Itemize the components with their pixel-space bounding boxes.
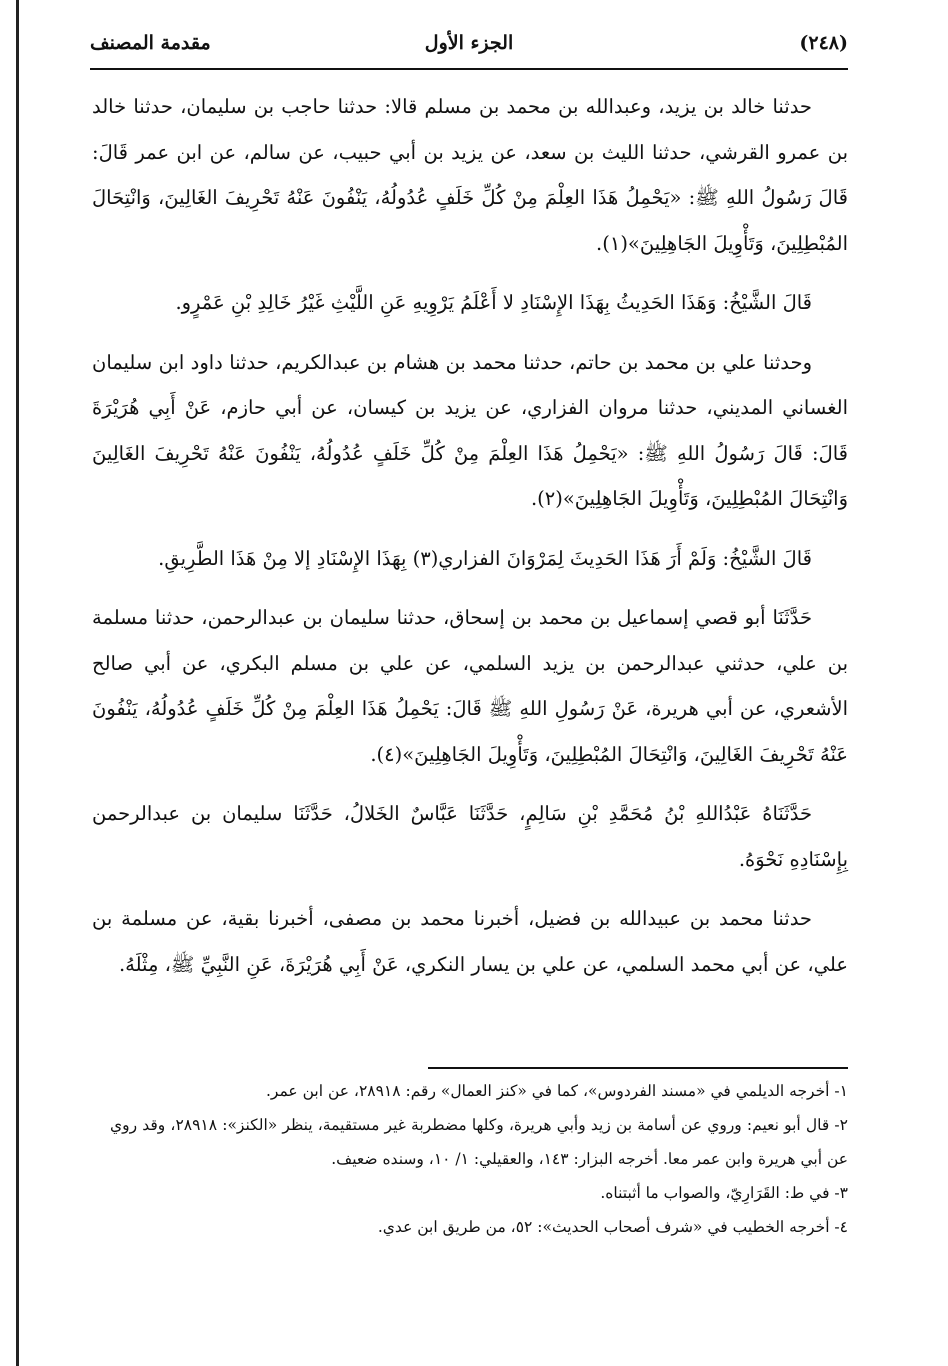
section-title: مقدمة المصنف	[90, 32, 211, 54]
paragraph: حَدَّثَنَا أبو قصي إسماعيل بن محمد بن إسحاق، حدثنا سليمان بن عبدالرحمن، حدثنا مسلمة بن علي، حدثني عبدالرحمن بن يزيد السلمي، عن علي بن مسلم البكري، عن أبي صالح الأشعري، عن أبي هريرة، عَنْ رَسُولِ اللهِ ﷺ قَالَ: يَحْمِلُ هَذَا العِلْمَ مِنْ كُلِّ خَلَفٍ عُدُولُهُ، يَنْفُونَ عَنْهُ تَحْرِيفَ الغَالِينَ، وَانْتِحَالَ المُبْطِلِينَ، وَتَأْوِيلَ الجَاهِلِينَ»(٤).	[92, 606, 848, 766]
paragraph: حدثنا خالد بن يزيد، وعبدالله بن محمد بن مسلم قالا: حدثنا حاجب بن سليمان، حدثنا خالد بن عمرو القرشي، حدثنا الليث بن سعد، عن يزيد بن أبي حبيب، عن سالم، عن ابن عمر قَالَ: قَالَ رَسُولُ اللهِ ﷺ: «يَحْمِلُ هَذَا العِلْمَ مِنْ كُلِّ خَلَفٍ عُدُولُهُ، يَنْفُونَ عَنْهُ تَحْرِيفَ الغَالِينَ، وَانْتِحَالَ المُبْطِلِينَ، وَتَأْوِيلَ الجَاهِلِينَ»(١).	[92, 95, 848, 255]
page-number: (٢٤٨)	[799, 32, 848, 54]
footnote: ٢- قال أبو نعيم: وروي عن أسامة بن زيد وأبي هريرة، وكلها مضطربة غير مستقيمة، ينظر «الكنز»: ٢٨٩١٨، وقد روي عن أبي هريرة وابن عمر معا. أخرجه البزار: ١٤٣، والعقيلي: ١/ ١٠، وسنده ضعيف.	[110, 1116, 848, 1168]
paragraph: حدثنا محمد بن عبيدالله بن فضيل، أخبرنا محمد بن مصفى، أخبرنا بقية، عن مسلمة بن علي، عن أبي محمد السلمي، عن علي بن يسار النكري، عَنْ أَبِي هُرَيْرَةَ، عَنِ النَّبِيِّ ﷺ، مِثْلَهُ.	[92, 907, 848, 976]
footnotes	[110, 1074, 848, 1244]
main-text	[92, 84, 848, 1001]
paragraph: قَالَ الشَّيْخُ: وَهَذَا الحَدِيثُ بِهَذَا الإِسْنَادِ لا أَعْلَمُ يَرْوِيهِ عَنِ اللَّيْثِ غَيْرُ خَالِدِ بْنِ عَمْرٍو.	[175, 291, 812, 314]
paragraph: قَالَ الشَّيْخُ: وَلَمْ أَرَ هَذَا الحَدِيثَ لِمَرْوَانَ الفزاري(٣) بِهَذَا الإِسْنَادِ إلا مِنْ هَذَا الطَّرِيقِ.	[158, 546, 812, 570]
paragraph: وحدثنا علي بن محمد بن حاتم، حدثنا محمد بن هشام بن عبدالكريم، حدثنا داود ابن سليمان الغساني المديني، حدثنا مروان الفزاري، عن يزيد بن كيسان، عن أبي حازم، عَنْ أَبِي هُرَيْرَةَ قَالَ: قَالَ رَسُولُ اللهِ ﷺ: «يَحْمِلُ هَذَا العِلْمَ مِنْ كُلِّ خَلَفٍ عُدُولُهُ، يَنْفُونَ عَنْهُ تَحْرِيفَ الغَالِينَ وَانْتِحَالَ المُبْطِلِينَ، وَتَأْوِيلَ الجَاهِلِينَ»(٢).	[92, 350, 848, 510]
footnote-divider	[428, 1067, 848, 1069]
footnote: ١- أخرجه الديلمي في «مسند الفردوس»، كما في «كنز العمال» رقم: ٢٨٩١٨، عن ابن عمر.	[265, 1082, 848, 1100]
binding-edge-line	[16, 0, 19, 1366]
header-divider	[90, 68, 848, 70]
footnote: ٤- أخرجه الخطيب في «شرف أصحاب الحديث»: ٥٢، من طريق ابن عدي.	[377, 1218, 848, 1236]
volume-title: الجزء الأول	[424, 32, 514, 54]
page-header	[90, 26, 848, 66]
paragraph: حَدَّثَنَاهُ عَبْدُاللهِ بْنُ مُحَمَّدِ بْنِ سَالِمٍ، حَدَّثَنَا عَبَّاسٌ الخَلالُ، حَدَّثَنَا سليمان بن عبدالرحمن بِإِسْنَادِهِ نَحْوَهُ.	[92, 802, 848, 871]
footnote: ٣- في ط: القَرَارِيّ، والصواب ما أثبتناه.	[600, 1184, 848, 1202]
